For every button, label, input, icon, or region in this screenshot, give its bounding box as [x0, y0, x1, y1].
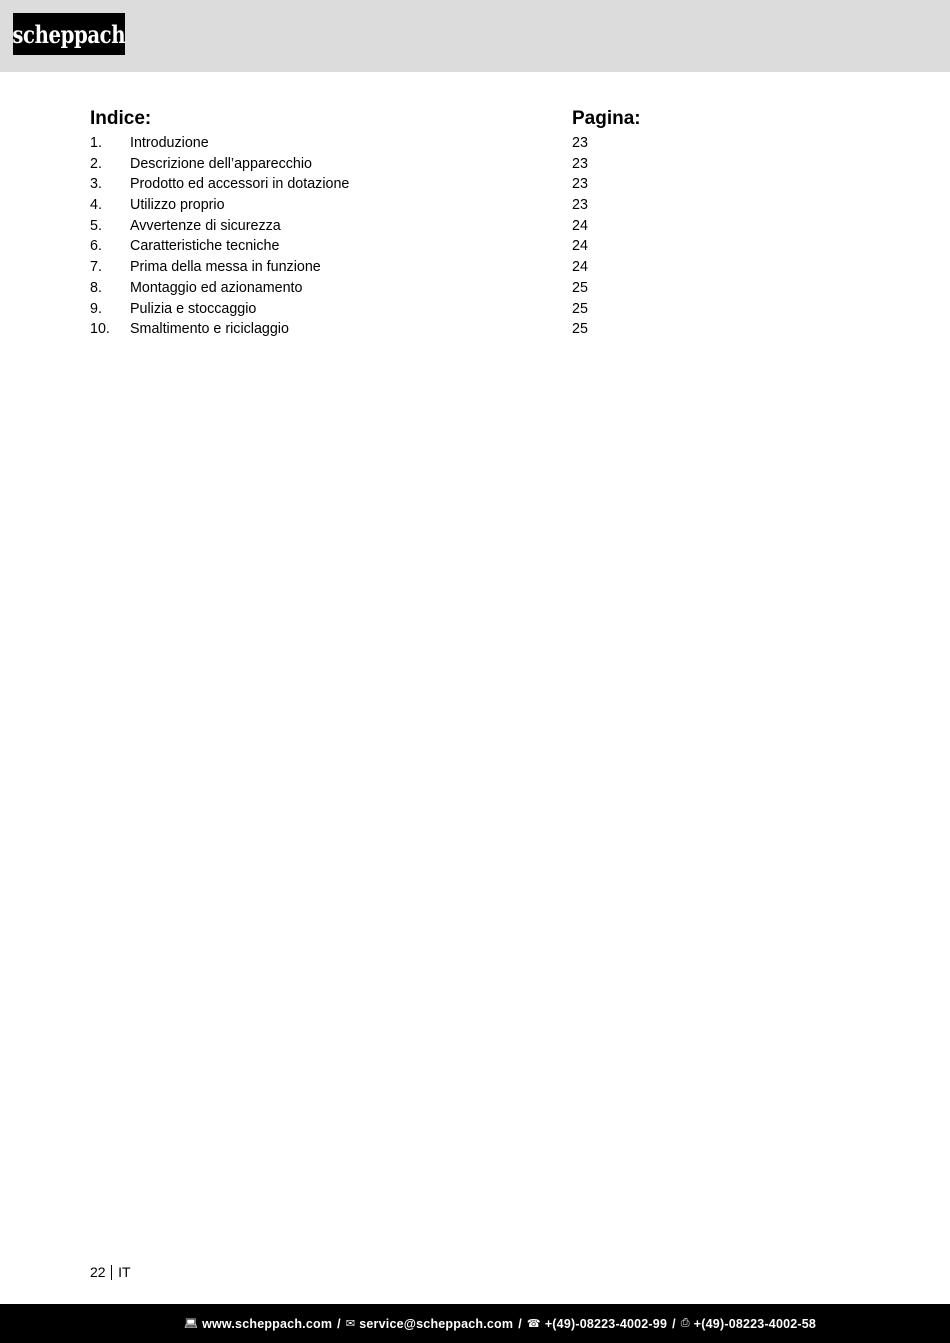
computer-icon: 💻︎ [183, 1318, 199, 1330]
separator: / [518, 1316, 522, 1331]
toc-item-page: 25 [572, 321, 588, 338]
toc-item-page: 23 [572, 135, 588, 151]
toc-item [90, 319, 730, 340]
toc-heading: Indice: [90, 108, 152, 129]
toc-item-number: 1. [90, 135, 102, 151]
toc-item-page: 25 [572, 279, 588, 296]
logo-text: scheppach [12, 19, 126, 49]
toc-page-heading: Pagina: [572, 108, 641, 129]
toc-item-title: Avvertenze di sicurezza [130, 217, 281, 234]
toc-item-page: 25 [572, 300, 588, 317]
mail-icon: ✉ [345, 1318, 356, 1330]
toc-item-title: Montaggio ed azionamento [130, 279, 303, 296]
divider [111, 1265, 113, 1280]
toc-item-page: 24 [572, 217, 588, 234]
toc-item-number: 5. [90, 217, 102, 234]
toc-item [90, 133, 730, 154]
toc-item [90, 195, 730, 216]
toc-item-number: 10. [90, 321, 110, 338]
email-link[interactable]: service@scheppach.com [359, 1316, 514, 1331]
fax-icon: ⎙ [680, 1317, 690, 1329]
toc-item-title: Prima della messa in funzione [130, 259, 321, 276]
toc-item [90, 236, 730, 257]
toc-item [90, 174, 730, 195]
contact-footer [0, 1304, 950, 1343]
toc-item-number: 8. [90, 279, 102, 296]
toc-item-page: 23 [572, 155, 588, 172]
toc-item [90, 216, 730, 237]
toc-item-title: Descrizione dell’apparecchio [130, 155, 312, 172]
toc-item-title: Prodotto ed accessori in dotazione [130, 176, 350, 193]
toc-item-title: Introduzione [130, 135, 209, 151]
page-number: 22 [90, 1264, 106, 1280]
toc-item-title: Pulizia e stoccaggio [130, 300, 257, 317]
toc-item-title: Smaltimento e riciclaggio [130, 321, 289, 338]
toc-item-page: 24 [572, 238, 588, 255]
separator: / [337, 1316, 341, 1331]
scheppach-logo [13, 13, 125, 55]
toc-item [90, 257, 730, 278]
toc-item-number: 7. [90, 259, 102, 276]
separator: / [672, 1316, 676, 1331]
table-of-contents [90, 106, 730, 340]
toc-item-title: Caratteristiche tecniche [130, 238, 280, 255]
toc-item [90, 299, 730, 320]
toc-item-page: 24 [572, 259, 588, 276]
toc-item-page: 23 [572, 197, 588, 214]
toc-item-title: Utilizzo proprio [130, 197, 225, 214]
page-number-label [90, 1264, 131, 1280]
toc-item-number: 2. [90, 155, 102, 172]
toc-item-number: 4. [90, 197, 102, 214]
phone-number: +(49)-08223-4002-99 [544, 1316, 668, 1331]
toc-list [90, 133, 730, 340]
header-band [0, 0, 950, 72]
phone-icon: ☎ [526, 1318, 541, 1330]
toc-header [90, 106, 730, 132]
toc-item [90, 154, 730, 175]
toc-item-number: 9. [90, 300, 102, 317]
toc-item-number: 3. [90, 176, 102, 193]
website-link[interactable]: www.scheppach.com [202, 1316, 333, 1331]
toc-item-number: 6. [90, 238, 102, 255]
toc-item [90, 278, 730, 299]
fax-number: +(49)-08223-4002-58 [693, 1316, 817, 1331]
language-code: IT [118, 1264, 131, 1280]
toc-item-page: 23 [572, 176, 588, 193]
